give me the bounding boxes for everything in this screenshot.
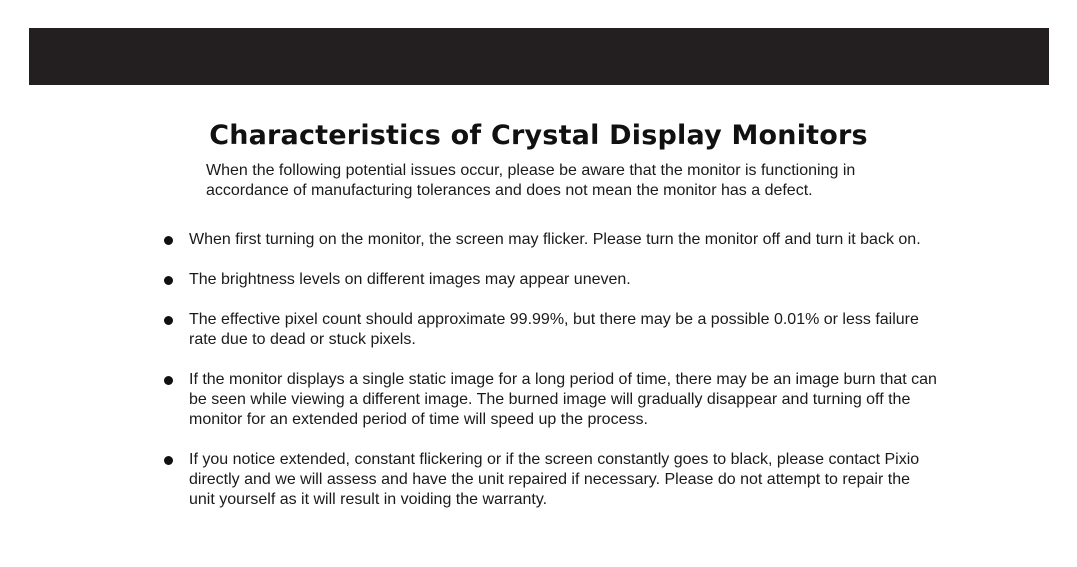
bullet-icon — [164, 316, 173, 325]
intro-paragraph: When the following potential issues occur, please be aware that the monitor is functioning in accordance of manufacturing tolerances and does not mean the monitor has a defect. — [206, 162, 856, 199]
header-bar — [29, 28, 1049, 85]
list-item — [160, 370, 940, 430]
bullet-icon — [164, 236, 173, 245]
list-item-text: The brightness levels on different images may appear uneven. — [189, 271, 631, 288]
bullet-icon — [164, 276, 173, 285]
bullet-icon — [164, 456, 173, 465]
page-title: Characteristics of Crystal Display Monitors — [209, 120, 868, 151]
list-item-text: When first turning on the monitor, the screen may flicker. Please turn the monitor off and turn it back on. — [189, 231, 921, 248]
list-item-text: If the monitor displays a single static image for a long period of time, there may be an image burn that can be seen while viewing a different image. The burned image will gradually disappear and turning off the monitor for an extended period of time will speed up the process. — [189, 371, 937, 428]
list-item — [160, 450, 940, 510]
bullet-icon — [164, 376, 173, 385]
list-item — [160, 270, 940, 290]
list-item-text: The effective pixel count should approximate 99.99%, but there may be a possible 0.01% or less failure rate due to dead or stuck pixels. — [189, 311, 919, 348]
characteristics-list — [160, 230, 940, 530]
list-item-text: If you notice extended, constant flickering or if the screen constantly goes to black, please contact Pixio directly and we will assess and have the unit repaired if necessary. Please do not attempt to repair the unit yourself as it will result in voiding the warranty. — [189, 451, 920, 508]
list-item — [160, 310, 940, 350]
list-item — [160, 230, 940, 250]
